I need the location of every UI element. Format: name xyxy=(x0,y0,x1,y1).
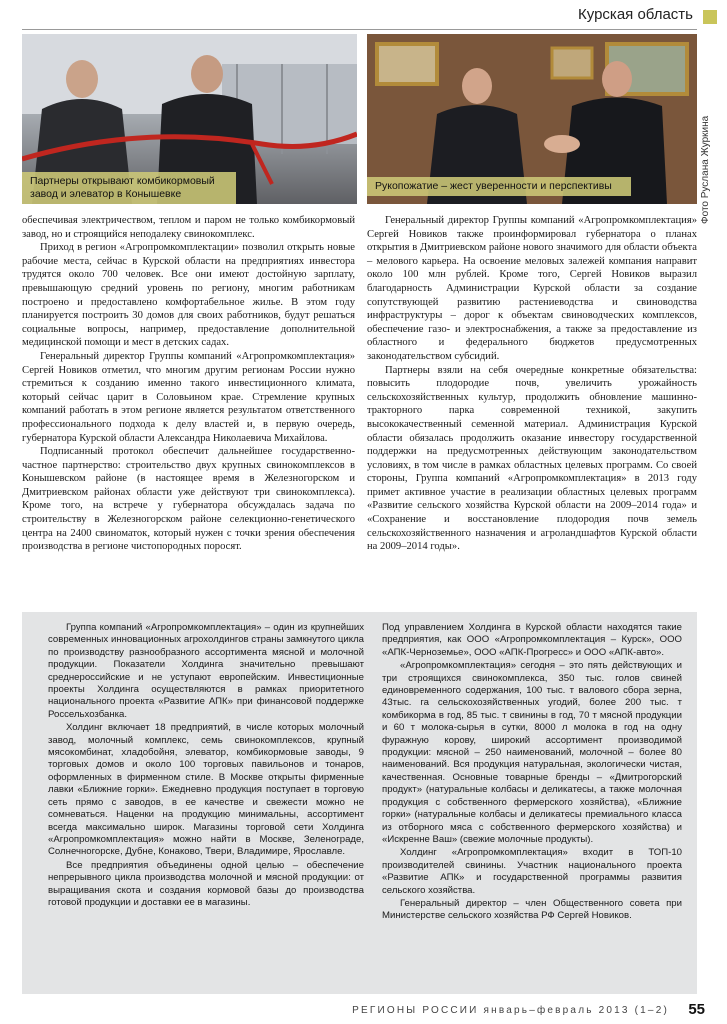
page-header xyxy=(0,4,727,26)
region-title: Курская область xyxy=(578,6,693,23)
info-box-column-right xyxy=(382,622,682,924)
page-footer xyxy=(0,1000,727,1022)
header-rule xyxy=(22,29,697,30)
page-number: 55 xyxy=(688,1001,705,1018)
photo-ribbon-cutting xyxy=(22,34,357,204)
company-info-box xyxy=(22,612,697,994)
header-accent-square xyxy=(703,10,717,24)
article-column-right xyxy=(367,214,697,554)
article-paragraph: обеспечивая электричеством, теплом и паром не только комбикормовый завод, но и строящийся неподалеку свинокомплекс. xyxy=(22,215,355,240)
photo-handshake xyxy=(367,34,697,204)
info-paragraph: Под управлением Холдинга в Курской области находятся такие предприятия, как ООО «Агропромкомплектация – Курск», ООО «АПК-Черноземье», ООО «АПК-Прогресс» и ООО «АПК-авто». xyxy=(382,622,682,658)
info-paragraph: Холдинг «Агропромкомплектация» входит в ТОП-10 производителей свинины. Участник национального проекта «Развитие АПК» и государственной программы развития сельского хозяйства. xyxy=(382,847,682,896)
info-paragraph: Холдинг включает 18 предприятий, в числе которых молочный завод, молочный комплекс, семь свинокомплексов, крупный мясокомбинат, хладобойня, элеватор, комбикормовые заводы, 9 торговых домов и около 100 торговых павильонов и тонаров, оформленных в фирменном стиле. В Москве открыты фирменные лавки «Ближние горки». Ежедневно продукция поступает в торговую сеть прямо с заводов, в ее качестве и свежести можно не сомневаться. Наценки на продукцию минимальны, ассортимент всегда максимально широк. Магазины торговой сети Холдинга «Агропромкомплектация» можно найти в Москве, Зеленограде, Солнечногорске, Дубне, Конаково, Твери, Владимире, Ярославле. xyxy=(48,722,364,858)
photo-caption-right: Рукопожатие – жест уверенности и перспективы xyxy=(367,177,631,196)
article-column-left xyxy=(22,214,355,554)
info-paragraph: Все предприятия объединены одной целью – обеспечение непрерывного цикла производства молочной и мясной продукции: от выращивания скота и создания кормовой базы до производства готовой продукции и доставки ее в магазины. xyxy=(48,859,364,908)
article-paragraph: Генеральный директор Группы компаний «Агропромкомплектация» Сергей Новиков также проинформировал губернатора о планах открытия в Дмитриевском районе нового значимого для области объекта – мелового карьера. На освоение меловых залежей компания направит около 100 млн рублей. Кроме того, Сергей Новиков выразил благодарность Администрации Курской области за создание сопутствующей развитию растениеводства и свиноводства инфраструктуры – дорог к объектам свиноводческих комплексов, обеспечение газо- и электроснабжения, а также за предоставление из областного и федерального бюджетов предусмотренных законодательством субсидий. xyxy=(367,215,697,362)
article-paragraph: Партнеры взяли на себя очередные конкретные обязательства: повысить плодородие почв, увеличить урожайность сельскохозяйственных культур, продолжить обновление машинно-тракторного парка современной техникой, закупить высококачественный семенной материал. Администрация Курской области обязалась продолжить оказание инвестору государственной поддержки на предусмотренных действующим законодательством условиях, в том числе в рамках областных целевых программ. Со своей стороны, Группа компаний «Агропромкомплектация» в 2013 году примет активное участие в реализации областных целевых программ «Развитие сельского хозяйства Курской области на 2009–2014 года» и «Сохранение и восстановление плодородия почв земель сельскохозяйственного назначения и агроландшафтов Курской области на 2009–2014 годы». xyxy=(367,364,697,553)
photo-credit: Фото Руслана Журкина xyxy=(700,115,711,224)
article-paragraph: Приход в регион «Агропромкомплектации» позволил открыть новые рабочие места, сейчас в Курской области на предприятиях инвестора трудятся около 700 человек. Все они имеют достойную зарплату, превышающую средний уровень по региону, многим работникам построено и предоставлено комфортабельное жилье. В этом году планируется построить 30 домов для своих работников, будут решаться социальные вопросы, например, предоставление дополнительной медицинской помощи и мест в детских садах. xyxy=(22,242,355,349)
photo-caption-left: Партнеры открывают комбикормовый завод и элеватор в Конышевке xyxy=(22,172,236,204)
article-paragraph: Подписанный протокол обеспечит дальнейшее государственно-частное партнерство: строительство двух крупных свинокомплексов в Конышевском районе (в настоящее время в Железногорском и Дмитриевском районах области уже действуют три свинокомплекса). Кроме того, на встрече у губернатора обсуждалась задача по строительству в Железногорском районе селекционно-генетического центра на 2400 свиноматок, который нужен с точки зрения обеспечения производства в регионе чистопородных поросят. xyxy=(22,446,355,553)
info-paragraph: «Агропромкомплектация» сегодня – это пять действующих и три строящихся свинокомплекса, 350 тыс. голов свиней единовременного содержания, 100 тыс. т валового сбора зерна, 43тыс. га сельскохозяйственных угодий, более 200 тыс. т комбикорма в год, 85 тыс. т свинины в год, 70 т мясной продукции и 60 т молока-сырья в сутки, 8000 л молока в год на одну фуражную корову, широкий ассортимент производимой продукции: мясной – 250 наименований, молочной – более 80 наименований. Вся продукция натуральная, экологически чистая, качественная. Основные товарные бренды – «Дмитрогорский продукт» (натуральные колбасы и деликатесы, а также молочная продукция с собственного фермерского хозяйства), «Ближние горки» (натуральные колбасы и деликатесы премиального класса из отборного мяса с собственного фермерского хозяйства) и «Искренне Ваш» (свежие молочные продукты). xyxy=(382,660,682,845)
magazine-issue: РЕГИОНЫ РОССИИ январь–февраль 2013 (1–2) xyxy=(352,1005,669,1016)
article-paragraph: Генеральный директор Группы компаний «Агропромкомплектация» Сергей Новиков отметил, что многим другим регионам России нужно стремиться к созданию именно такого инвестиционного климата, который сейчас царит в Соловьином крае. Стремление крупных компаний работать в этом регионе является результатом ответственного профессионального подхода к делу властей и, в первую очередь, губернатора Курской области Александра Николаевича Михайлова. xyxy=(22,350,355,444)
info-paragraph: Генеральный директор – член Общественного совета при Министерстве сельского хозяйства РФ Сергей Новиков. xyxy=(382,897,682,922)
info-paragraph: Группа компаний «Агропромкомплектация» – один из крупнейших современных инновационных агрохолдингов страны замкнутого цикла по производству разнообразного ассортимента мясной и молочной продукции. Показатели Холдинга значительно превышают среднероссийские и не уступают европейским. Инвестиционные проекты Холдинга осуществляются в рамках приоритетного национального проекта «Развитие АПК» при финансовой поддержке Россельхозбанка. xyxy=(48,622,364,720)
info-box-column-left xyxy=(48,622,364,910)
